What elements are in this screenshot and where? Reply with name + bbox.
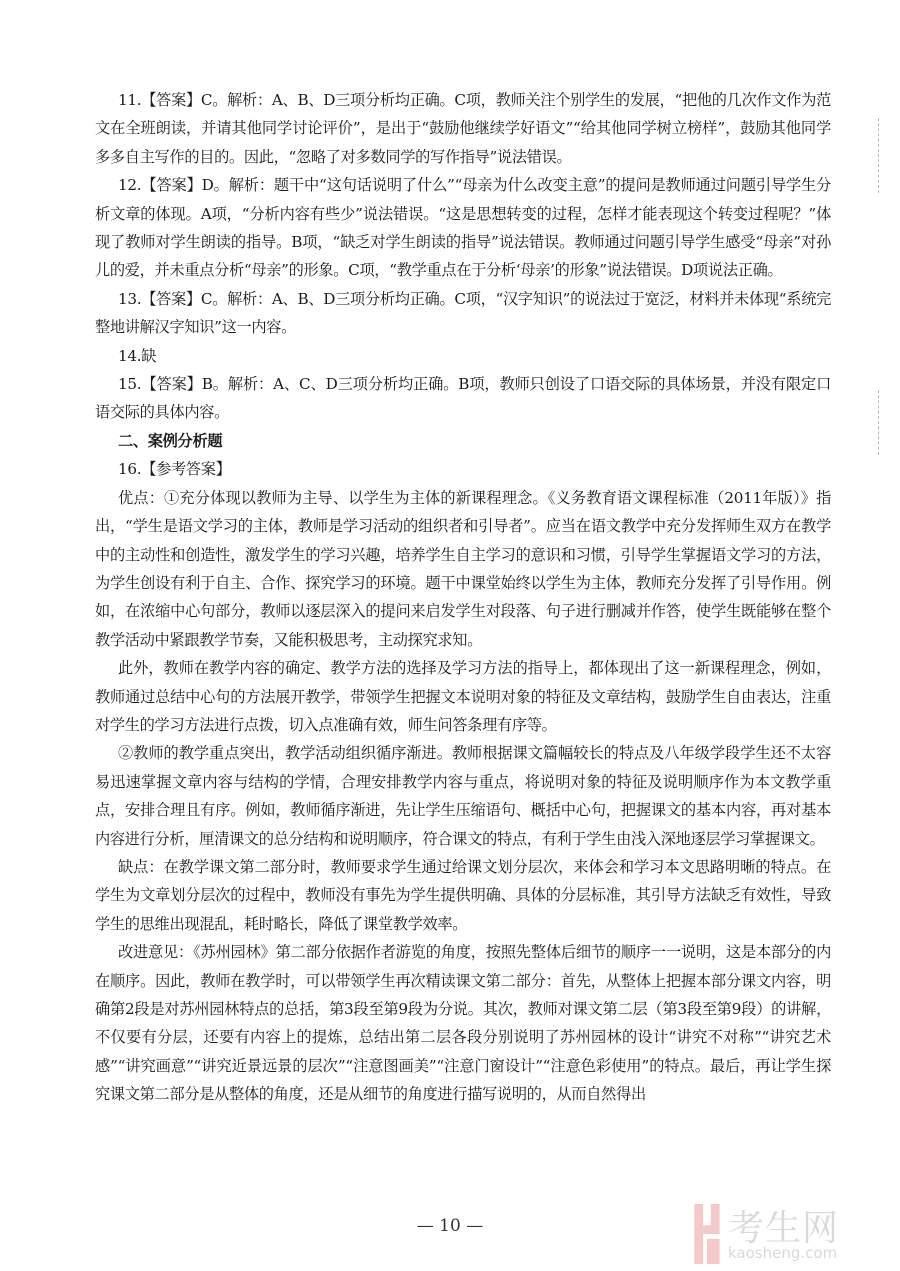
scan-edge-mark bbox=[878, 118, 879, 193]
document-body bbox=[95, 86, 831, 1109]
strengths-paragraph-3: ②教师的教学重点突出，教学活动组织循序渐进。教师根据课文篇幅较长的特点及八年级学段学生还不太容易迅速掌握文章内容与结构的学情，合理安排教学内容与重点，将说明对象的特征及说明顺序作为本文教学重点，安排合理且有序。例如，教师循序渐进，先让学生压缩语句、概括中心句，把握课文的基本内容，再对基本内容进行分析，厘清课文的总分结构和说明顺序，符合课文的特点，有利于学生由浅入深地逐层学习掌握课文。 bbox=[95, 744, 831, 848]
strengths-paragraph-2: 此外，教师在教学内容的确定、教学方法的选择及学习方法的指导上，都体现出了这一新课程理念，例如，教师通过总结中心句的方法展开教学，带领学生把握文本说明对象的特征及文章结构，鼓励学生自由表达，注重对学生的学习方法进行点拨，切入点准确有效，师生问答条理有序等。 bbox=[95, 659, 831, 734]
answer-14: 14.缺 bbox=[118, 346, 157, 365]
page-number: — 10 — bbox=[416, 1216, 484, 1236]
strengths-paragraph-1: 优点：①充分体现以教师为主导、以学生为主体的新课程理念。《义务教育语文课程标准（2011年版）》指出，“学生是语文学习的主体，教师是学习活动的组织者和引导者”。应当在语文教学中充分发挥师生双方在教学中的主动性和创造性，激发学生的学习兴趣，培养学生自主学习的意识和习惯，引导学生掌握语文学习的方法，为学生创设有利于自主、合作、探究学习的环境。题干中课堂始终以学生为主体，教师充分发挥了引导作用。例如，在浓缩中心句部分，教师以逐层深入的提问来启发学生对段落、句子进行删减并作答，使学生既能够在整个教学活动中紧跟教学节奏，又能积极思考，主动探究求知。 bbox=[95, 488, 831, 649]
improvement-paragraph: 改进意见：《苏州园林》第二部分依据作者游览的角度，按照先整体后细节的顺序一一说明，这是本部分的内在顺序。因此，教师在教学时，可以带领学生再次精读课文第二部分：首先，从整体上把握本部分课文内容，明确第2段是对苏州园林特点的总括，第3段至第9段为分说。其次，教师对课文第二层（第3段至第9段）的讲解，不仅要有分层，还要有内容上的提炼，总结出第二层各段分别说明了苏州园林的设计“讲究不对称”“讲究艺术感”“讲究画意”“讲究近景远景的层次”“注意图画美”“注意门窗设计”“注意色彩使用”的特点。最后，再让学生探究课文第二部分是从整体的角度，还是从细节的角度进行描写说明的，从而自然得出 bbox=[95, 943, 831, 1104]
answer-11: 11.【答案】C。解析：A、B、D三项分析均正确。C项，教师关注个别学生的发展，“把他的几次作文作为范文在全班朗读，并请其他同学讨论评价”，是出于“鼓励他继续学好语文”“给其他同学树立榜样”，鼓励其他同学多多自主写作的目的。因此，“忽略了对多数同学的写作指导”说法错误。 bbox=[95, 91, 831, 166]
watermark bbox=[694, 1202, 894, 1268]
watermark-url: kaosheng.com bbox=[728, 1244, 838, 1262]
answer-13: 13.【答案】C。解析：A、B、D三项分析均正确。C项，“汉字知识”的说法过于宽泛，材料并未体现“系统完整地讲解汉字知识”这一内容。 bbox=[95, 289, 831, 337]
watermark-text: 考生网 bbox=[728, 1208, 840, 1249]
watermark-logo-icon bbox=[694, 1204, 720, 1264]
answer-12: 12.【答案】D。解析：题干中“这句话说明了什么”“母亲为什么改变主意”的提问是教师通过问题引导学生分析文章的体现。A项，“分析内容有些少”说法错误。“这是思想转变的过程，怎样才能表现这个转变过程呢？”体现了教师对学生朗读的指导。B项，“缺乏对学生朗读的指导”说法错误。教师通过问题引导学生感受“母亲”对孙儿的爱，并未重点分析“母亲”的形象。C项，“教学重点在于分析‘母亲’的形象”说法错误。D项说法正确。 bbox=[95, 176, 831, 280]
section-heading: 二、案例分析题 bbox=[118, 431, 223, 450]
answer-15: 15.【答案】B。解析：A、C、D三项分析均正确。B项，教师只创设了口语交际的具体场景，并没有限定口语交际的具体内容。 bbox=[95, 375, 831, 422]
answer-16-heading: 16.【参考答案】 bbox=[118, 460, 231, 479]
scan-edge-mark bbox=[878, 390, 879, 455]
weakness-paragraph: 缺点：在教学课文第二部分时，教师要求学生通过给课文划分层次，来体会和学习本文思路明晰的特点。在学生为文章划分层次的过程中，教师没有事先为学生提供明确、具体的分层标准，其引导方法缺乏有效性，导致学生的思维出现混乱，耗时略长，降低了课堂教学效率。 bbox=[95, 857, 831, 933]
